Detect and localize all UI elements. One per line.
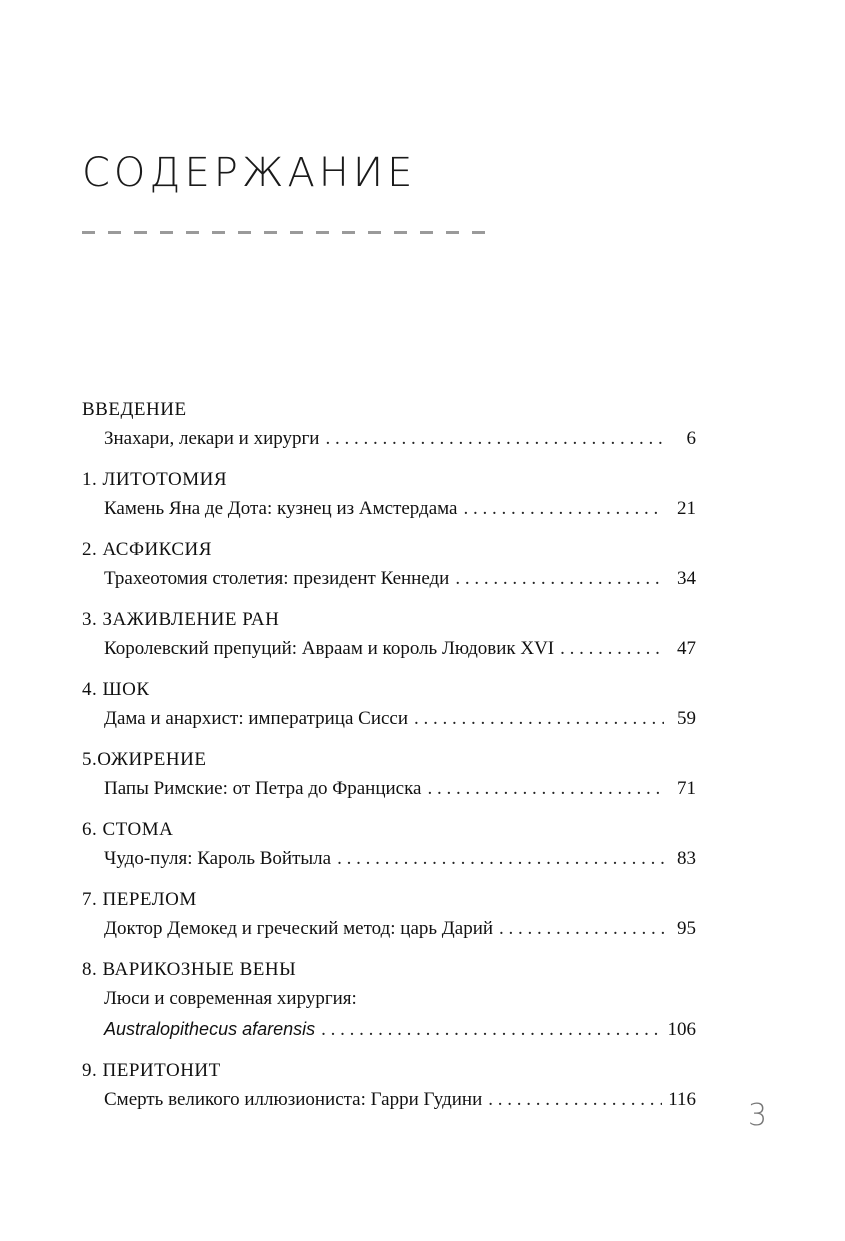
chapter-title: 4. ШОК [82,679,150,700]
entry-title: Камень Яна де Дота: кузнец из Амстердама [104,498,458,519]
dot-leader [455,564,664,594]
toc-chapter [82,1057,696,1115]
dot-leader [337,844,664,874]
entry-page: 95 [677,918,696,939]
toc-chapter [82,466,696,524]
dot-leader [463,494,664,524]
toc-entry[interactable] [104,494,696,524]
toc-chapter [82,606,696,664]
toc-entry[interactable] [104,704,696,734]
toc-entry[interactable] [104,634,696,664]
chapter-title: 9. ПЕРИТОНИТ [82,1060,221,1081]
entry-title: Australopithecus afarensis [104,1019,316,1039]
entry-title: Чудо-пуля: Кароль Войтыла [104,848,332,869]
entry-page: 106 [667,1019,696,1040]
dot-leader [414,704,664,734]
entry-title: Смерть великого иллюзиониста: Гарри Гудини [104,1089,483,1110]
dot-leader [321,1015,661,1045]
toc-chapter [82,816,696,874]
dot-leader [499,914,664,944]
toc-entry[interactable] [104,914,696,944]
entry-page: 21 [677,498,696,519]
chapter-title: 3. ЗАЖИВЛЕНИЕ РАН [82,609,280,630]
toc-entry[interactable] [104,564,696,594]
page-number: 3 [748,1098,768,1133]
table-of-contents [82,396,696,1127]
toc-chapter [82,956,696,1045]
entry-page: 34 [677,568,696,589]
toc-chapter [82,746,696,804]
chapter-title: 1. ЛИТОТОМИЯ [82,469,228,490]
chapter-title: 5.ОЖИРЕНИЕ [82,749,207,770]
entry-page: 83 [677,848,696,869]
entry-title: Папы Римские: от Петра до Франциска [104,778,422,799]
entry-page: 71 [677,778,696,799]
toc-entry-first-line[interactable]: Люси и современная хирургия: [104,988,357,1009]
entry-title: Доктор Демокед и греческий метод: царь Дарий [104,918,494,939]
dot-leader [325,424,664,454]
chapter-title: 8. ВАРИКОЗНЫЕ ВЕНЫ [82,959,297,980]
dashed-divider [82,231,487,234]
chapter-title: 6. СТОМА [82,819,174,840]
entry-title: Знахари, лекари и хирурги [104,428,320,449]
chapter-title: 2. АСФИКСИЯ [82,539,212,560]
page-title: СОДЕРЖАНИЕ [82,150,417,196]
toc-entry[interactable] [104,774,696,804]
entry-page: 116 [668,1089,696,1110]
toc-chapter [82,536,696,594]
toc-chapter [82,676,696,734]
toc-entry[interactable] [104,844,696,874]
dot-leader [488,1085,662,1115]
entry-title: Королевский препуций: Авраам и король Людовик XVI [104,638,555,659]
entry-page: 47 [677,638,696,659]
toc-entry[interactable] [104,1085,696,1115]
toc-entry[interactable] [104,1014,696,1045]
dot-leader [560,634,664,664]
entry-page: 59 [677,708,696,729]
entry-title: Трахеотомия столетия: президент Кеннеди [104,568,450,589]
entry-page: 6 [686,428,696,449]
chapter-title: 7. ПЕРЕЛОМ [82,889,197,910]
toc-chapter [82,396,696,454]
dot-leader [428,774,665,804]
entry-title: Дама и анархист: императрица Сисси [104,708,409,729]
chapter-title: ВВЕДЕНИЕ [82,399,187,420]
toc-chapter [82,886,696,944]
toc-entry[interactable] [104,424,696,454]
